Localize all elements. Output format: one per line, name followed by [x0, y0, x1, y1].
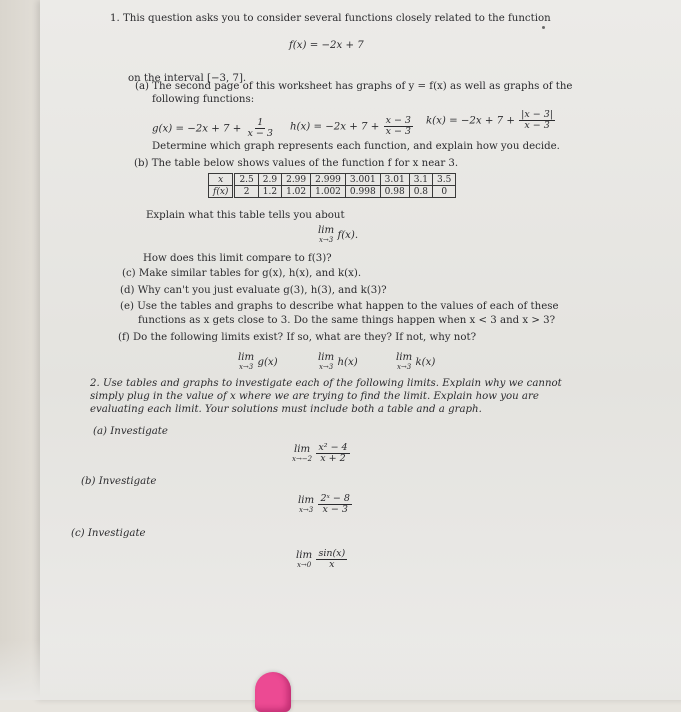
- q2b-fraction: [318, 494, 351, 515]
- table-cell: 3.1: [409, 174, 432, 186]
- limit-h: [318, 353, 358, 371]
- lim-word: lim: [396, 352, 413, 363]
- explain-text: Explain what this table tells you about: [146, 210, 345, 221]
- q2-line3: evaluating each limit. Your solutions must include both a table and a graph.: [90, 404, 482, 415]
- h-def-left: h(x) = −2x + 7 +: [290, 121, 380, 133]
- g-denominator: x − 3: [247, 128, 273, 139]
- q2c-label: (c) Investigate: [71, 528, 146, 539]
- lim-word: lim: [296, 549, 313, 561]
- limit-k: [396, 353, 435, 371]
- fingertip-pink-nail: [255, 672, 291, 712]
- table-cell: 1.02: [282, 186, 311, 198]
- lim-operator: [292, 445, 312, 463]
- lim-word: lim: [238, 352, 255, 363]
- table-cell: 2.99: [282, 174, 311, 186]
- page-shadow: [0, 640, 681, 700]
- q1d-text: (d) Why can't you just evaluate g(3), h(3), and k(3)?: [120, 285, 387, 296]
- lim-word: lim: [318, 225, 335, 236]
- k-def-left: k(x) = −2x + 7 +: [426, 115, 515, 127]
- q2b-limit: [298, 494, 353, 515]
- lim-subscript: x→0: [296, 560, 312, 569]
- table-cell: 2.999: [311, 174, 346, 186]
- k-definition: [426, 110, 556, 131]
- q2c-fraction: [316, 549, 347, 570]
- g-definition: [152, 118, 276, 139]
- table-row: [209, 186, 456, 198]
- values-table: [208, 173, 456, 198]
- lim-f-expr: f(x).: [337, 230, 359, 241]
- q1-intro: 1. This question asks you to consider several functions closely related to the function: [110, 13, 551, 24]
- table-cell: 0.8: [409, 186, 432, 198]
- lim-f: [318, 226, 358, 244]
- q2-line2: simply plug in the value of x where we are trying to find the limit. Explain how you are: [90, 391, 539, 402]
- compare-text: How does this limit compare to f(3)?: [143, 253, 332, 264]
- lim-subscript: x→3: [318, 236, 334, 244]
- q2c-limit: [296, 549, 348, 570]
- table-cell: 0.998: [345, 186, 380, 198]
- h-definition: [290, 116, 414, 137]
- lim-expr: h(x): [337, 357, 358, 368]
- limit-g: [238, 353, 278, 371]
- table-cell: 1.2: [258, 186, 281, 198]
- q1e-text2: functions as x gets close to 3. Do the same things happen when x < 3 and x > 3?: [138, 315, 556, 326]
- q2c-numerator: sin(x): [318, 548, 346, 559]
- table-row: [209, 174, 456, 186]
- q2b-label: (b) Investigate: [81, 476, 157, 487]
- q2a-fraction: [316, 443, 349, 464]
- q1f-text: (f) Do the following limits exist? If so, what are they? If not, why not?: [118, 332, 477, 343]
- h-numerator: x − 3: [385, 115, 411, 126]
- q2a-denominator: x + 2: [320, 453, 346, 464]
- lim-word: lim: [298, 494, 315, 506]
- lim-operator: [298, 496, 314, 514]
- lim-subscript: x→3: [238, 363, 254, 371]
- lim-subscript: x→3: [298, 505, 314, 514]
- lim-operator: [238, 353, 254, 371]
- table-cell: 2: [234, 186, 258, 198]
- table-row-x-label: x: [209, 174, 234, 186]
- lim-subscript: x→−2: [292, 454, 313, 463]
- q2b-numerator: 2ˣ − 8: [320, 493, 350, 504]
- table-cell: 3.001: [345, 174, 380, 186]
- pen-mark: [542, 26, 545, 29]
- table-cell: 1.002: [311, 186, 346, 198]
- interval-text: on the interval [−3, 7].: [128, 73, 247, 84]
- q1e-text1: (e) Use the tables and graphs to describe what happen to the values of each of these: [120, 301, 559, 312]
- worksheet-page: [40, 0, 681, 700]
- q2-line1: 2. Use tables and graphs to investigate each of the following limits. Explain why we cannot: [90, 378, 562, 389]
- h-fraction: [384, 116, 413, 137]
- g-fraction: [246, 118, 275, 139]
- lim-operator: [296, 551, 312, 569]
- lim-operator: [396, 353, 412, 371]
- lim-expr: k(x): [415, 357, 436, 368]
- h-denominator: x − 3: [385, 126, 411, 137]
- q2b-denominator: x − 3: [322, 504, 348, 515]
- g-numerator: 1: [257, 117, 264, 128]
- q2a-label: (a) Investigate: [93, 426, 168, 437]
- q2a-numerator: x² − 4: [318, 442, 348, 453]
- lim-word: lim: [293, 443, 311, 455]
- q1a-text2: following functions:: [152, 94, 255, 105]
- g-def-left: g(x) = −2x + 7 +: [152, 123, 242, 135]
- table-cell: 3.5: [433, 174, 456, 186]
- k-denominator: x − 3: [524, 120, 550, 131]
- table-cell: 0: [433, 186, 456, 198]
- f-definition: f(x) = −2x + 7: [289, 40, 364, 51]
- q2c-denominator: x: [329, 559, 335, 570]
- q1a-determine: Determine which graph represents each function, and explain how you decide.: [152, 141, 560, 152]
- k-fraction: [519, 110, 555, 131]
- lim-expr: g(x): [257, 357, 278, 368]
- table-row-f-label: f(x): [209, 186, 234, 198]
- q1c-text: (c) Make similar tables for g(x), h(x), and k(x).: [122, 268, 362, 279]
- table-cell: 0.98: [380, 186, 409, 198]
- q1a-text: (a) The second page of this worksheet has graphs of y = f(x) as well as graphs of the: [135, 81, 573, 92]
- table-surface: [0, 0, 40, 700]
- lim-f-operator: [318, 226, 334, 244]
- q1b-text: (b) The table below shows values of the function f for x near 3.: [134, 158, 459, 169]
- q2a-limit: [292, 443, 351, 464]
- lim-subscript: x→3: [318, 363, 334, 371]
- table-cell: 3.01: [380, 174, 409, 186]
- k-numerator: |x − 3|: [521, 109, 553, 120]
- lim-subscript: x→3: [396, 363, 412, 371]
- lim-operator: [318, 353, 334, 371]
- table-cell: 2.9: [258, 174, 281, 186]
- table-cell: 2.5: [234, 174, 258, 186]
- lim-word: lim: [318, 352, 335, 363]
